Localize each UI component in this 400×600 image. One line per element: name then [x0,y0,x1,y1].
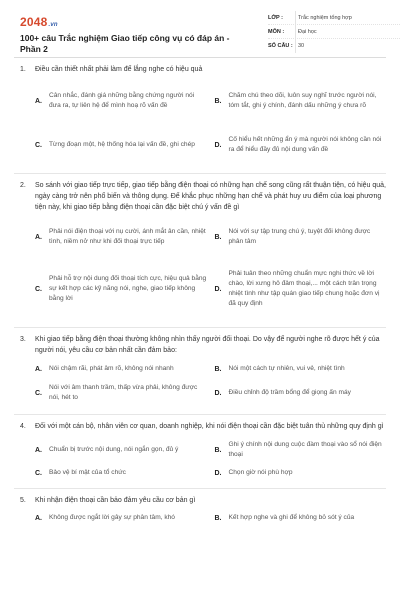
answer-option-b[interactable] [215,79,387,123]
meta-row-class [268,11,400,25]
option-letter: A. [35,233,42,241]
document-header [14,0,386,58]
option-letter: C. [35,469,42,477]
question-item [14,415,386,489]
question-text: Khi nhận điện thoại cần bảo đảm yêu cầu cơ bản gì [35,497,196,504]
option-text: Nói với sự tập trung chú ý, tuyệt đối không được phân tâm [228,228,371,245]
option-text: Chăm chú theo dõi, luôn suy nghĩ trước người nói, tóm tắt, ghi ý chính, đánh dấu những ý chưa rõ [228,92,377,109]
meta-value: 30 [295,39,400,53]
answer-option-d[interactable] [215,257,387,321]
question-text: So sánh với giao tiếp trực tiếp, giao tiếp bằng điện thoại có những hạn chế song cũng rất thuận tiện, có hiệu quả, ngày càng trở nên phổ biến và thông dụng. Để khắc phục những hạn chế và phát huy ưu điểm của loại phương tiện này, khi giao tiếp bằng điện thoại cần đặc biệt chú ý vấn đề gì [35,182,386,211]
answer-option-c[interactable] [35,257,207,321]
option-letter: B. [214,514,222,522]
answer-option-a[interactable] [35,436,207,464]
answer-option-b[interactable] [215,510,387,526]
meta-row-count [268,39,400,53]
meta-value: Đại học [295,25,400,39]
option-text: Chọn giờ nói phù hợp [228,469,293,476]
option-text: Nói chậm rãi, phát âm rõ, không nói nhanh [49,365,174,372]
question-item [14,489,386,532]
answer-options [20,360,386,408]
option-letter: B. [214,233,222,241]
document-title: 100+ câu Trắc nghiệm Giao tiếp công vụ có đáp án - Phần 2 [20,33,230,54]
question-number: 2. [20,182,26,189]
option-letter: B. [214,446,222,454]
question-number: 5. [20,497,26,504]
option-letter: C. [35,389,42,397]
option-letter: D. [214,469,222,477]
answer-option-d[interactable] [215,464,387,482]
option-text: Cân nhắc, đánh giá những bằng chứng người nói đưa ra, tự liên hệ để mình hoạ rõ vấn đề [49,92,195,109]
option-text: Nói với âm thanh trầm, thấp vừa phải, không được nói, hét to [49,384,198,401]
option-text: Nói một cách tự nhiên, vui vẻ, nhiệt tình [228,365,345,372]
answer-option-c[interactable] [35,123,207,167]
answer-option-b[interactable] [215,360,387,378]
logo-number: 2048 [20,15,48,29]
option-text: Phải tuân theo những chuẩn mực nghi thức về lời chào, lời xưng hô đảm thoại,... một cách trân trọng nhiệt tình như tập quán giao tiếp chung hoặc đơn vị đã quy định [228,270,380,307]
question-text: Điều cần thiết nhất phải làm để lắng nghe có hiệu quả [35,66,203,73]
answer-option-c[interactable] [35,378,207,408]
option-letter: D. [214,389,222,397]
option-text: Ghi ý chính nội dung cuộc đàm thoại vào sổ nói điện thoại [228,441,382,458]
option-letter: C. [35,285,42,293]
question-item [14,58,386,174]
option-letter: D. [214,141,222,149]
question-list [0,58,400,532]
meta-key: LỚP : [268,14,283,21]
answer-option-a[interactable] [35,360,207,378]
option-letter: B. [214,97,222,105]
question-number: 1. [20,66,26,73]
option-letter: B. [214,365,222,373]
option-text: Phải nói điện thoại với nụ cười, ánh mắt ân cần, nhiệt tình, niềm nở như khi đối thoại trực tiếp [49,228,206,245]
question-item [14,174,386,328]
answer-option-b[interactable] [215,436,387,464]
meta-key: MÔN : [268,28,285,35]
answer-option-a[interactable] [35,217,207,257]
answer-options [20,217,386,321]
answer-options [20,79,386,167]
question-header [20,64,386,75]
option-text: Điều chỉnh độ trầm bổng để giọng ấn máy [228,389,351,396]
option-letter: A. [35,514,42,522]
answer-options [20,436,386,482]
meta-value: Trắc nghiệm tổng hợp [295,11,400,25]
site-logo[interactable] [20,15,58,29]
answer-option-c[interactable] [35,464,207,482]
question-number: 4. [20,423,26,430]
meta-key: SỐ CÂU : [268,43,293,49]
option-letter: D. [214,285,222,293]
option-text: Kết hợp nghe và ghi để không bỏ sót ý của [228,514,355,521]
question-header [20,495,386,506]
answer-option-b[interactable] [215,217,387,257]
answer-option-d[interactable] [215,123,387,167]
question-header [20,180,386,213]
question-header [20,421,386,432]
question-item [14,328,386,415]
option-letter: C. [35,141,42,149]
question-number: 3. [20,336,26,343]
meta-row-subject [268,25,400,39]
logo-domain: .vn [48,22,58,28]
option-letter: A. [35,97,42,105]
option-text: Không được ngắt lời gây sự phân tâm, khó [49,514,175,521]
document-meta-table [268,11,400,53]
answer-option-a[interactable] [35,510,207,526]
option-letter: A. [35,446,42,454]
option-text: Chuẩn bị trước nội dung, nói ngắn gọn, đủ ý [49,446,179,453]
question-text: Đối với một cán bộ, nhân viên cơ quan, doanh nghiệp, khi nói điện thoại cần đặc biệt tuân thủ những quy định gì [35,423,384,430]
answer-option-a[interactable] [35,79,207,123]
answer-option-d[interactable] [215,378,387,408]
option-text: Bảo vệ bí mật của tổ chức [49,469,126,476]
question-text: Khi giao tiếp bằng điện thoại thường không nhìn thấy người đối thoại. Do vậy để người nghe rõ được hết ý của người nói, yêu cầu cơ bản nhất cần đảm bảo: [35,336,380,354]
question-header [20,334,386,356]
option-letter: A. [35,365,42,373]
option-text: Cố hiểu hết những ẩn ý mà người nói không cần nói ra để hiểu đầy đủ nội dung vấn đề [228,136,382,153]
option-text: Từng đoạn một, hệ thống hóa lại vấn đề, ghi chép [49,141,195,148]
option-text: Phải hỗ trợ nội dung đối thoại tích cực, hiệu quả bằng sự kết hợp các kỹ năng nói, nghe, giao tiếp không bằng lời [49,275,207,302]
answer-options [20,510,386,526]
